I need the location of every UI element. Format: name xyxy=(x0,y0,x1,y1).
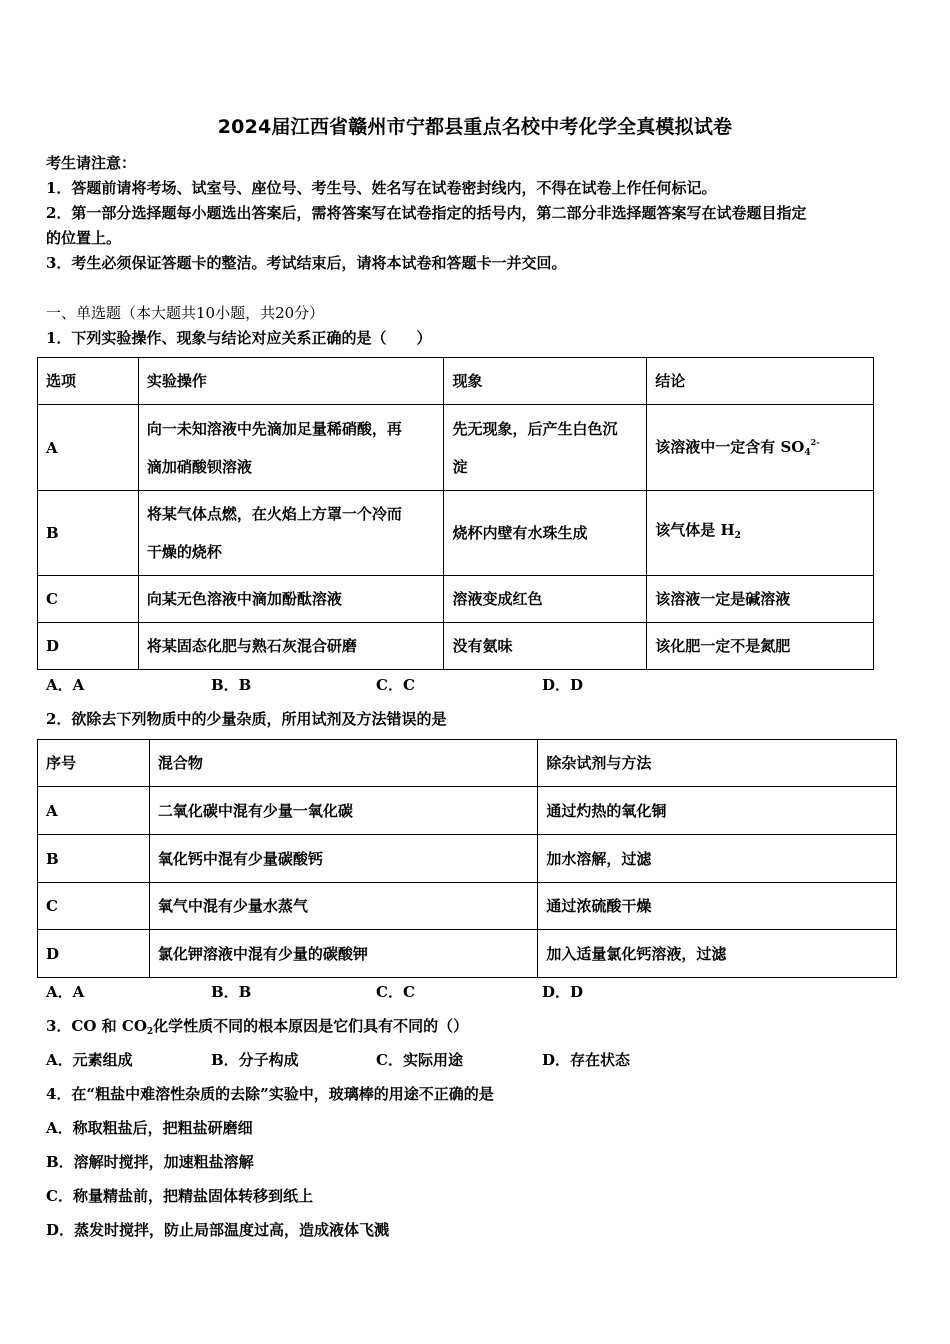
q1-header-row xyxy=(38,358,874,405)
table-row xyxy=(38,787,897,835)
q1-row-a-phenomenon: 先无现象，后产生白色沉 淀 xyxy=(444,405,647,491)
section-heading: 一、单选题（本大题共10小题，共20分） xyxy=(46,304,325,322)
q1-header-operation: 实验操作 xyxy=(138,358,444,405)
q2-row-b-option: B xyxy=(38,835,150,883)
q3-option-b: B．分子构成 xyxy=(211,1051,299,1069)
q3-option-c: C．实际用途 xyxy=(376,1051,463,1069)
q2-row-b-mixture: 氧化钙中混有少量碳酸钙 xyxy=(149,835,538,883)
q1-row-d-phenomenon: 没有氨味 xyxy=(444,623,647,670)
q1-stem: 1．下列实验操作、现象与结论对应关系正确的是（ ） xyxy=(46,329,432,347)
q2-row-a-method: 通过灼热的氧化铜 xyxy=(538,787,897,835)
q2-row-d-mixture: 氯化钾溶液中混有少量的碳酸钾 xyxy=(149,930,538,978)
notice-item-2: 2．第一部分选择题每小题选出答案后，需将答案写在试卷指定的括号内，第二部分非选择题答案写在试卷题目指定 xyxy=(46,204,807,222)
q2-option-d: D．D xyxy=(542,983,584,1001)
table-row xyxy=(38,930,897,978)
q3-option-d: D．存在状态 xyxy=(542,1051,631,1069)
q2-header-method: 除杂试剂与方法 xyxy=(538,740,897,787)
q3-option-a: A．元素组成 xyxy=(46,1051,133,1069)
q4-option-d: D．蒸发时搅拌，防止局部温度过高，造成液体飞溅 xyxy=(46,1221,390,1239)
table-row xyxy=(38,835,897,883)
q2-option-c: C．C xyxy=(376,983,415,1001)
q2-option-b: B．B xyxy=(211,983,252,1001)
q1-option-a: A．A xyxy=(46,676,85,694)
q2-header-mixture: 混合物 xyxy=(149,740,538,787)
q1-row-d-conclusion: 该化肥一定不是氮肥 xyxy=(647,623,874,670)
notice-heading: 考生请注意： xyxy=(46,154,137,172)
q2-table xyxy=(37,739,897,978)
q4-stem: 4．在“粗盐中难溶性杂质的去除”实验中，玻璃棒的用途不正确的是 xyxy=(46,1085,494,1103)
table-row xyxy=(38,576,874,623)
q1-row-b-conclusion: 该气体是 $H_2$ xyxy=(647,491,874,576)
q1-header-option: 选项 xyxy=(38,358,139,405)
q3-stem: 3．CO 和 $CO_2$化学性质不同的根本原因是它们具有不同的（） xyxy=(46,1017,469,1037)
q2-stem: 2．欲除去下列物质中的少量杂质，所用试剂及方法错误的是 xyxy=(46,710,447,728)
q2-row-c-option: C xyxy=(38,883,150,930)
q2-row-b-method: 加水溶解，过滤 xyxy=(538,835,897,883)
q2-row-a-option: A xyxy=(38,787,150,835)
q2-row-d-option: D xyxy=(38,930,150,978)
q1-row-d-option: D xyxy=(38,623,139,670)
q1-row-a-option: A xyxy=(38,405,139,491)
q2-header-index: 序号 xyxy=(38,740,150,787)
table-row xyxy=(38,405,874,491)
table-row xyxy=(38,491,874,576)
q1-table xyxy=(37,357,874,670)
q2-header-row xyxy=(38,740,897,787)
q2-row-c-method: 通过浓硫酸干燥 xyxy=(538,883,897,930)
q3-options xyxy=(0,1049,950,1069)
q1-header-phenomenon: 现象 xyxy=(444,358,647,405)
q1-row-d-operation: 将某固态化肥与熟石灰混合研磨 xyxy=(138,623,444,670)
q2-row-c-mixture: 氧气中混有少量水蒸气 xyxy=(149,883,538,930)
q2-row-a-mixture: 二氧化碳中混有少量一氧化碳 xyxy=(149,787,538,835)
q4-option-b: B．溶解时搅拌，加速粗盐溶解 xyxy=(46,1153,254,1171)
q1-option-b: B．B xyxy=(211,676,252,694)
notice-item-2-cont: 的位置上。 xyxy=(46,229,122,247)
notice-item-3: 3．考生必须保证答题卡的整洁。考试结束后，请将本试卷和答题卡一并交回。 xyxy=(46,254,567,272)
table-row xyxy=(38,883,897,930)
q1-row-a-operation: 向一未知溶液中先滴加足量稀硝酸，再 滴加硝酸钡溶液 xyxy=(138,405,444,491)
q1-row-c-operation: 向某无色溶液中滴加酚酞溶液 xyxy=(138,576,444,623)
q4-option-c: C．称量精盐前，把精盐固体转移到纸上 xyxy=(46,1187,313,1205)
q2-options xyxy=(0,981,950,1001)
q1-header-conclusion: 结论 xyxy=(647,358,874,405)
q1-row-b-option: B xyxy=(38,491,139,576)
q1-row-a-conclusion: 该溶液中一定含有 $SO_4^{2-}$ xyxy=(647,405,874,491)
page-title: 2024届江西省赣州市宁都县重点名校中考化学全真模拟试卷 xyxy=(217,116,733,138)
q4-option-a: A．称取粗盐后，把粗盐研磨细 xyxy=(46,1119,253,1137)
q2-option-a: A．A xyxy=(46,983,85,1001)
q1-option-d: D．D xyxy=(542,676,584,694)
q1-row-c-option: C xyxy=(38,576,139,623)
q1-row-b-phenomenon: 烧杯内壁有水珠生成 xyxy=(444,491,647,576)
q1-row-b-operation: 将某气体点燃，在火焰上方罩一个冷而 干燥的烧杯 xyxy=(138,491,444,576)
notice-item-1: 1．答题前请将考场、试室号、座位号、考生号、姓名写在试卷密封线内，不得在试卷上作任何标记。 xyxy=(46,179,717,197)
q1-row-c-conclusion: 该溶液一定是碱溶液 xyxy=(647,576,874,623)
q1-options xyxy=(0,674,950,694)
q1-row-c-phenomenon: 溶液变成红色 xyxy=(444,576,647,623)
table-row xyxy=(38,623,874,670)
q2-row-d-method: 加入适量氯化钙溶液，过滤 xyxy=(538,930,897,978)
q1-option-c: C．C xyxy=(376,676,415,694)
